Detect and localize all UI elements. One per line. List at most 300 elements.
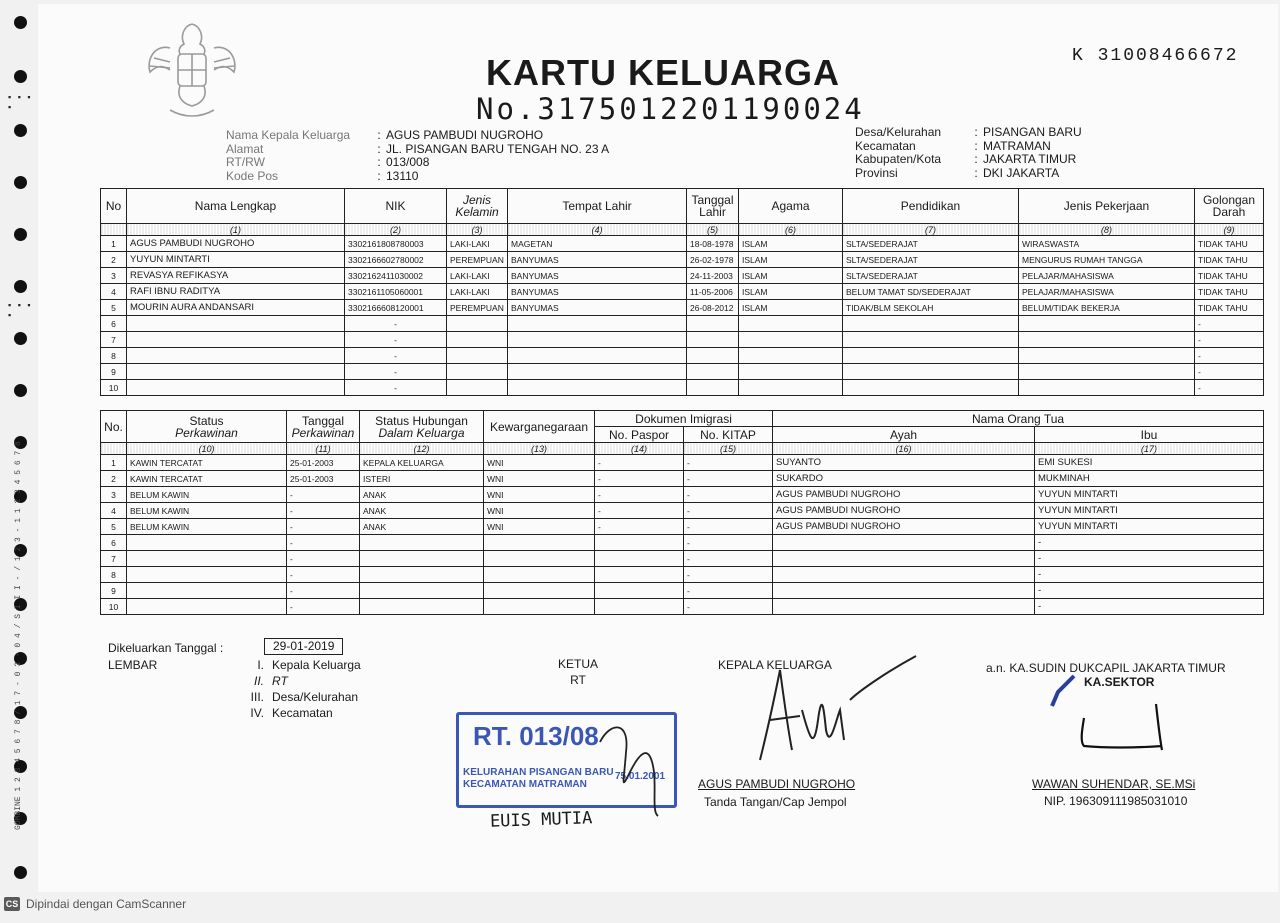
table2-cell: - [287, 487, 360, 503]
stamp-date: 75.01.2001 [615, 771, 666, 782]
table-header-row [101, 189, 1264, 224]
table1-cell: 1 [101, 236, 127, 252]
info-colon: : [974, 152, 978, 166]
table2-cell: - [287, 551, 360, 567]
table2-cell: - [684, 599, 773, 615]
info-row [855, 153, 1082, 167]
table2-cell [127, 551, 287, 567]
table1-index: (2) [345, 224, 447, 236]
lembar-item [236, 689, 361, 705]
table1-cell: - [1195, 348, 1264, 364]
table1-cell: 5 [101, 300, 127, 316]
table2-cell: ANAK [360, 503, 484, 519]
lembar-item [236, 705, 361, 721]
table-row [101, 236, 1264, 252]
table2-cell: - [595, 455, 684, 471]
table1-cell [447, 332, 508, 348]
info-label: Nama Kepala Keluarga [226, 128, 351, 142]
table-row [101, 332, 1264, 348]
col-tanggal-perkawinan: Tanggal Perkawinan [287, 411, 360, 443]
table2-cell: 6 [101, 535, 127, 551]
table2-cell [595, 567, 684, 583]
official-signature-icon [1044, 668, 1194, 768]
table1-cell: LAKI-LAKI [447, 236, 508, 252]
stamp-line2: KECAMATAN MATRAMAN [463, 779, 587, 790]
camscanner-text: Dipindai dengan CamScanner [26, 897, 187, 911]
table1-cell: 24-11-2003 [687, 268, 739, 284]
table1-cell: MAGETAN [508, 236, 687, 252]
ketua-label: KETUA [558, 657, 599, 671]
table-row [101, 503, 1264, 519]
table1-cell: PEREMPUAN [447, 252, 508, 268]
col-kewarganegaraan: Kewarganegaraan [484, 411, 595, 443]
kepala-name: AGUS PAMBUDI NUGROHO [698, 777, 856, 791]
stamp-main: RT. 013/08 [473, 721, 599, 751]
ketua-rt-title [558, 656, 598, 688]
table1-cell [687, 316, 739, 332]
table1-cell: ISLAM [739, 268, 843, 284]
table2-cell: - [595, 487, 684, 503]
table1-cell: 7 [101, 332, 127, 348]
binder-pins: ▪ ▪ ▪ ▪ [8, 92, 33, 112]
table2-cell [484, 535, 595, 551]
col-dokumen-imigrasi: Dokumen Imigrasi [595, 411, 773, 427]
table1-cell: RAFI IBNU RADITYA [127, 284, 345, 300]
table1-cell [508, 348, 687, 364]
table1-header: Pendidikan [843, 189, 1019, 224]
table1-cell: - [1195, 332, 1264, 348]
table2-cell: - [684, 567, 773, 583]
table1-cell: TIDAK TAHU [1195, 236, 1264, 252]
table1-cell: TIDAK TAHU [1195, 252, 1264, 268]
col-ayah: Ayah [773, 427, 1035, 443]
table2-cell: WNI [484, 519, 595, 535]
table1-cell [687, 364, 739, 380]
table1-cell: TIDAK TAHU [1195, 268, 1264, 284]
table2-cell: KEPALA KELUARGA [360, 455, 484, 471]
table2-cell: 7 [101, 551, 127, 567]
table2-cell: - [684, 583, 773, 599]
table1-cell: LAKI-LAKI [447, 284, 508, 300]
table1-cell: - [1195, 364, 1264, 380]
lembar-text: Kecamatan [272, 706, 333, 720]
table1-cell: BANYUMAS [508, 284, 687, 300]
table1-index: (4) [508, 224, 687, 236]
table1-cell [127, 316, 345, 332]
table1-cell: BELUM TAMAT SD/SEDERAJAT [843, 284, 1019, 300]
table1-cell: - [345, 380, 447, 396]
info-row [855, 167, 1082, 181]
info-colon: : [377, 128, 381, 142]
table1-cell: REVASYA REFIKASYA [127, 268, 345, 284]
table1-cell: BANYUMAS [508, 252, 687, 268]
table1-cell: BANYUMAS [508, 268, 687, 284]
table2-cell [773, 535, 1035, 551]
rt-signature-icon [590, 712, 670, 822]
table2-cell: - [1035, 599, 1264, 615]
table2-cell: 8 [101, 567, 127, 583]
table1-cell [739, 348, 843, 364]
table-index-row [101, 443, 1264, 455]
table2-cell: BELUM KAWIN [127, 487, 287, 503]
official-name: WAWAN SUHENDAR, SE.MSi [1032, 777, 1196, 791]
table-row [101, 252, 1264, 268]
table1-index: (9) [1195, 224, 1264, 236]
table2-cell [595, 535, 684, 551]
col-no-paspor: No. Paspor [595, 427, 684, 443]
family-status-table [100, 410, 1264, 615]
info-value: AGUS PAMBUDI NUGROHO [386, 128, 544, 142]
table1-cell: 11-05-2006 [687, 284, 739, 300]
table1-cell: PEREMPUAN [447, 300, 508, 316]
table1-header: No [101, 189, 127, 224]
table2-cell: ANAK [360, 519, 484, 535]
table2-cell: - [684, 471, 773, 487]
table1-index: (5) [687, 224, 739, 236]
table1-cell: 3302166608120001 [345, 300, 447, 316]
table2-cell: - [1035, 551, 1264, 567]
info-value: 13110 [386, 168, 419, 183]
table2-cell [360, 567, 484, 583]
table1-cell: - [1195, 380, 1264, 396]
table2-cell: - [595, 471, 684, 487]
table-row [101, 284, 1264, 300]
table2-cell: KAWIN TERCATAT [127, 471, 287, 487]
table2-cell: - [684, 535, 773, 551]
table2-cell: BELUM KAWIN [127, 503, 287, 519]
info-row [226, 156, 609, 170]
info-row [855, 140, 1082, 154]
table1-header: Agama [739, 189, 843, 224]
table1-cell: ISLAM [739, 300, 843, 316]
family-members-table [100, 188, 1264, 396]
table1-cell [739, 380, 843, 396]
table1-header: Tanggal Lahir [687, 189, 739, 224]
lembar-item [236, 657, 361, 673]
table2-cell [773, 567, 1035, 583]
col-status-perkawinan: Status Perkawinan [127, 411, 287, 443]
table2-cell: BELUM KAWIN [127, 519, 287, 535]
binder-hole [14, 228, 27, 241]
binder-hole [14, 280, 27, 293]
table2-index: (11) [287, 443, 360, 455]
info-row [855, 126, 1082, 140]
table2-cell: ANAK [360, 487, 484, 503]
table1-cell [1019, 380, 1195, 396]
table2-cell [773, 551, 1035, 567]
issued-label: Dikeluarkan Tanggal : [108, 641, 224, 655]
table2-index: (17) [1035, 443, 1264, 455]
info-colon: : [974, 165, 978, 180]
table-row [101, 519, 1264, 535]
lembar-text: RT [272, 674, 288, 688]
col-nama-orang-tua: Nama Orang Tua [773, 411, 1264, 427]
table2-cell [595, 599, 684, 615]
table1-cell: AGUS PAMBUDI NUGROHO [127, 236, 345, 252]
table1-index: (8) [1019, 224, 1195, 236]
table2-cell: - [287, 599, 360, 615]
table1-cell: 3302166602780002 [345, 252, 447, 268]
camscanner-watermark [4, 897, 186, 911]
k-number: K 31008466672 [1072, 46, 1239, 66]
info-row [226, 129, 609, 143]
table1-cell: - [345, 364, 447, 380]
table2-cell: 10 [101, 599, 127, 615]
table1-cell [739, 332, 843, 348]
rt-label: RT [570, 673, 586, 687]
family-info-right [855, 126, 1082, 180]
table1-cell [1019, 364, 1195, 380]
table1-cell: SLTA/SEDERAJAT [843, 252, 1019, 268]
table1-cell: 3302162411030002 [345, 268, 447, 284]
table2-cell: WNI [484, 455, 595, 471]
table1-cell: 3302161808780003 [345, 236, 447, 252]
table2-cell [484, 599, 595, 615]
issued-date: 29-01-2019 [264, 638, 343, 655]
kepala-title: KEPALA KELUARGA [718, 658, 832, 672]
info-label: Provinsi [855, 165, 898, 180]
table2-cell: - [287, 503, 360, 519]
table-row [101, 567, 1264, 583]
table1-cell [1019, 332, 1195, 348]
table1-cell [447, 364, 508, 380]
table1-cell [687, 348, 739, 364]
table1-index [101, 224, 127, 236]
table2-cell [484, 567, 595, 583]
table1-cell: - [1195, 316, 1264, 332]
lembar-num: II. [253, 674, 264, 688]
info-colon: : [377, 141, 381, 156]
lembar-num: I. [257, 658, 264, 672]
table1-cell: PELAJAR/MAHASISWA [1019, 284, 1195, 300]
info-value: JL. PISANGAN BARU TENGAH NO. 23 A [386, 141, 610, 156]
col-no: No. [101, 411, 127, 443]
table1-cell: MOURIN AURA ANDANSARI [127, 300, 345, 316]
table2-cell [484, 583, 595, 599]
table1-cell: 18-08-1978 [687, 236, 739, 252]
table-row [101, 268, 1264, 284]
table2-index: (15) [684, 443, 773, 455]
table1-cell [508, 364, 687, 380]
table-row [101, 455, 1264, 471]
table2-cell [360, 583, 484, 599]
info-value: JAKARTA TIMUR [983, 152, 1077, 166]
table2-cell: YUYUN MINTARTI [1035, 503, 1264, 519]
info-colon: : [974, 125, 978, 139]
table2-cell: YUYUN MINTARTI [1035, 487, 1264, 503]
table2-cell [595, 551, 684, 567]
table1-cell [739, 364, 843, 380]
table1-cell [447, 316, 508, 332]
table2-cell: 25-01-2003 [287, 455, 360, 471]
table-row [101, 300, 1264, 316]
info-value: MATRAMAN [983, 138, 1051, 153]
table2-index [101, 443, 127, 455]
table2-cell: - [1035, 583, 1264, 599]
info-label: Kabupaten/Kota [855, 152, 942, 166]
table1-cell [1019, 316, 1195, 332]
table2-cell [127, 599, 287, 615]
table1-index: (3) [447, 224, 508, 236]
info-value: PISANGAN BARU [983, 125, 1082, 139]
table1-cell: ISLAM [739, 236, 843, 252]
table2-cell: 2 [101, 471, 127, 487]
binder-hole [14, 176, 27, 189]
col-no-kitap: No. KITAP [684, 427, 773, 443]
table1-cell: 6 [101, 316, 127, 332]
table2-index: (14) [595, 443, 684, 455]
info-colon: : [377, 168, 381, 183]
table2-cell: WNI [484, 471, 595, 487]
table-index-row [101, 224, 1264, 236]
table2-cell: 25-01-2003 [287, 471, 360, 487]
lembar-num: IV. [250, 706, 264, 720]
table1-header: Jenis Kelamin [447, 189, 508, 224]
table1-cell: TIDAK/BLM SEKOLAH [843, 300, 1019, 316]
table2-cell [127, 535, 287, 551]
col-ibu: Ibu [1035, 427, 1264, 443]
document-number: No.3175012201190024 [476, 92, 865, 126]
lembar-text: Kepala Keluarga [272, 658, 361, 672]
family-info-left [226, 129, 609, 183]
table1-header: Nama Lengkap [127, 189, 345, 224]
table-row [101, 599, 1264, 615]
table1-cell: 4 [101, 284, 127, 300]
table1-header: Golongan Darah [1195, 189, 1264, 224]
table2-cell [127, 583, 287, 599]
table1-header: NIK [345, 189, 447, 224]
table2-cell [360, 599, 484, 615]
table1-cell [843, 332, 1019, 348]
table1-index: (6) [739, 224, 843, 236]
table1-cell: BANYUMAS [508, 300, 687, 316]
table2-cell: 5 [101, 519, 127, 535]
table-row [101, 348, 1264, 364]
info-label: Alamat [226, 141, 264, 156]
info-value: DKI JAKARTA [983, 165, 1060, 180]
table2-cell: SUYANTO [773, 455, 1035, 471]
lembar-num: III. [250, 690, 264, 704]
table1-cell: 3302161105060001 [345, 284, 447, 300]
info-label: Kecamatan [855, 138, 916, 153]
official-title2: KA.SEKTOR [1084, 675, 1155, 689]
info-label: RT/RW [226, 155, 265, 169]
table1-cell: 9 [101, 364, 127, 380]
binder-hole [14, 332, 27, 345]
table1-cell [127, 332, 345, 348]
official-title1: a.n. KA.SUDIN DUKCAPIL JAKARTA TIMUR [986, 661, 1226, 675]
table1-cell [1019, 348, 1195, 364]
lembar-text: Desa/Kelurahan [272, 690, 359, 704]
table1-cell: 3 [101, 268, 127, 284]
table1-index: (1) [127, 224, 345, 236]
table1-cell: - [345, 348, 447, 364]
table2-index: (13) [484, 443, 595, 455]
kepala-signature-icon [740, 650, 920, 770]
table-row [101, 364, 1264, 380]
table2-cell: ISTERI [360, 471, 484, 487]
table1-cell: YUYUN MINTARTI [127, 252, 345, 268]
table1-cell: SLTA/SEDERAJAT [843, 236, 1019, 252]
table2-cell: - [595, 519, 684, 535]
table1-cell [127, 380, 345, 396]
table2-cell: - [595, 503, 684, 519]
table1-cell [447, 380, 508, 396]
table1-cell [843, 316, 1019, 332]
table2-cell: WNI [484, 487, 595, 503]
document-title: KARTU KELUARGA [486, 52, 840, 93]
table2-index: (10) [127, 443, 287, 455]
side-code: GOMBINE 1 2 3 4 5 6 7 8 / 1 7 - 0 3 - 0 4 / S I I I - / 1 2 3 - 1 1 2 3 4 5 6 7 8 [14, 441, 23, 830]
table1-cell: SLTA/SEDERAJAT [843, 268, 1019, 284]
table2-cell: - [287, 519, 360, 535]
table1-cell: WIRASWASTA [1019, 236, 1195, 252]
table-row [101, 551, 1264, 567]
table2-cell: - [287, 583, 360, 599]
table1-cell [843, 348, 1019, 364]
binder-hole [14, 384, 27, 397]
table1-cell: - [345, 332, 447, 348]
table2-cell: - [684, 551, 773, 567]
table1-cell [508, 316, 687, 332]
stamp-line1: KELURAHAN PISANGAN BARU [463, 767, 614, 778]
kepala-caption: Tanda Tangan/Cap Jempol [704, 795, 847, 809]
table-row [101, 380, 1264, 396]
table2-cell: AGUS PAMBUDI NUGROHO [773, 503, 1035, 519]
table2-cell: - [684, 455, 773, 471]
table-row [101, 487, 1264, 503]
table2-cell: AGUS PAMBUDI NUGROHO [773, 519, 1035, 535]
table1-header: Tempat Lahir [508, 189, 687, 224]
table1-cell: LAKI-LAKI [447, 268, 508, 284]
table1-cell: - [345, 316, 447, 332]
table1-cell [127, 348, 345, 364]
binder-hole [14, 70, 27, 83]
table1-cell: 8 [101, 348, 127, 364]
table-row [101, 316, 1264, 332]
table2-cell: SUKARDO [773, 471, 1035, 487]
table1-cell: 26-08-2012 [687, 300, 739, 316]
table2-cell: KAWIN TERCATAT [127, 455, 287, 471]
table1-cell: 2 [101, 252, 127, 268]
table1-header: Jenis Pekerjaan [1019, 189, 1195, 224]
table1-cell: 10 [101, 380, 127, 396]
table2-cell [360, 551, 484, 567]
info-label: Desa/Kelurahan [855, 125, 942, 139]
table1-cell: BELUM/TIDAK BEKERJA [1019, 300, 1195, 316]
table2-cell [595, 583, 684, 599]
table2-cell: MUKMINAH [1035, 471, 1264, 487]
table1-cell [508, 380, 687, 396]
table1-cell: PELAJAR/MAHASISWA [1019, 268, 1195, 284]
info-row [226, 143, 609, 157]
table2-cell: - [1035, 567, 1264, 583]
table1-cell [739, 316, 843, 332]
table1-cell: TIDAK TAHU [1195, 300, 1264, 316]
table2-cell: 4 [101, 503, 127, 519]
table2-cell [773, 583, 1035, 599]
handwritten-name: EUIS MUTIA [489, 808, 593, 832]
table2-cell: - [1035, 535, 1264, 551]
table1-cell: TIDAK TAHU [1195, 284, 1264, 300]
table2-cell: - [287, 535, 360, 551]
table1-cell: 26-02-1978 [687, 252, 739, 268]
table-row [101, 535, 1264, 551]
table1-index: (7) [843, 224, 1019, 236]
table2-cell: 9 [101, 583, 127, 599]
table2-cell: - [287, 567, 360, 583]
table2-cell: 1 [101, 455, 127, 471]
